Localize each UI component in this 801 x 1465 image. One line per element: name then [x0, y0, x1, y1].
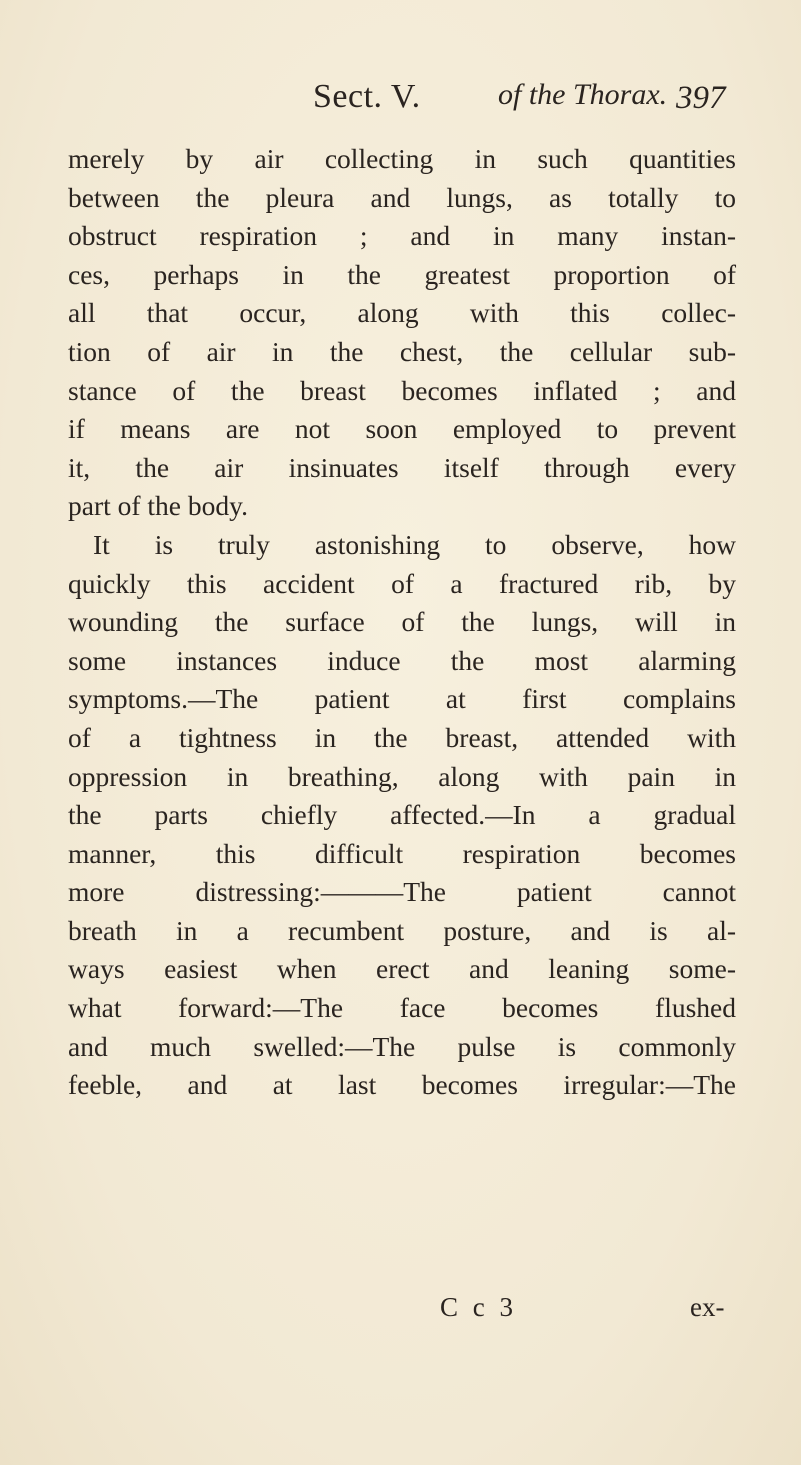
catchword: ex- — [690, 1292, 725, 1322]
page-number: 397 — [676, 80, 726, 116]
text-line: and much swelled:—The pulse is commonly — [68, 1030, 736, 1062]
text-line: part of the body. — [68, 490, 248, 522]
body-text — [68, 140, 736, 1105]
paragraph-start-line: It is truly astonishing to observe, how — [93, 528, 736, 560]
text-line: all that occur, along with this collec- — [68, 297, 736, 329]
text-line: if means are not soon employed to prevent — [68, 413, 736, 445]
text-line: feeble, and at last becomes irregular:—The — [68, 1069, 736, 1101]
text-line: some instances induce the most alarming — [68, 644, 736, 676]
chapter-title: of the Thorax. — [498, 78, 668, 111]
text-line: wounding the surface of the lungs, will in — [68, 606, 736, 638]
running-head — [0, 78, 801, 128]
signature-mark: C c 3 — [440, 1292, 517, 1322]
text-line: breath in a recumbent posture, and is al- — [68, 914, 736, 946]
text-line: obstruct respiration ; and in many instan- — [68, 220, 736, 252]
text-line: merely by air collecting in such quantities — [68, 143, 736, 174]
text-line: ces, perhaps in the greatest proportion of — [68, 258, 736, 290]
text-line: between the pleura and lungs, as totally to — [68, 181, 736, 213]
text-line: the parts chiefly affected.—In a gradual — [68, 799, 736, 831]
text-line: what forward:—The face becomes flushed — [68, 992, 736, 1024]
text-line: manner, this difficult respiration becomes — [68, 837, 736, 869]
section-label: Sect. V. — [313, 78, 421, 115]
text-line: of a tightness in the breast, attended with — [68, 721, 736, 753]
page-footer — [0, 1292, 801, 1332]
text-line: oppression in breathing, along with pain in — [68, 760, 736, 792]
text-line: symptoms.—The patient at first complains — [68, 683, 736, 715]
text-line: it, the air insinuates itself through every — [68, 451, 736, 483]
text-line: more distressing:———The patient cannot — [68, 876, 736, 908]
text-line: tion of air in the chest, the cellular sub- — [68, 335, 736, 367]
text-line: ways easiest when erect and leaning some- — [68, 953, 736, 985]
text-line: stance of the breast becomes inflated ; and — [68, 374, 736, 406]
text-line: quickly this accident of a fractured rib, by — [68, 567, 736, 599]
